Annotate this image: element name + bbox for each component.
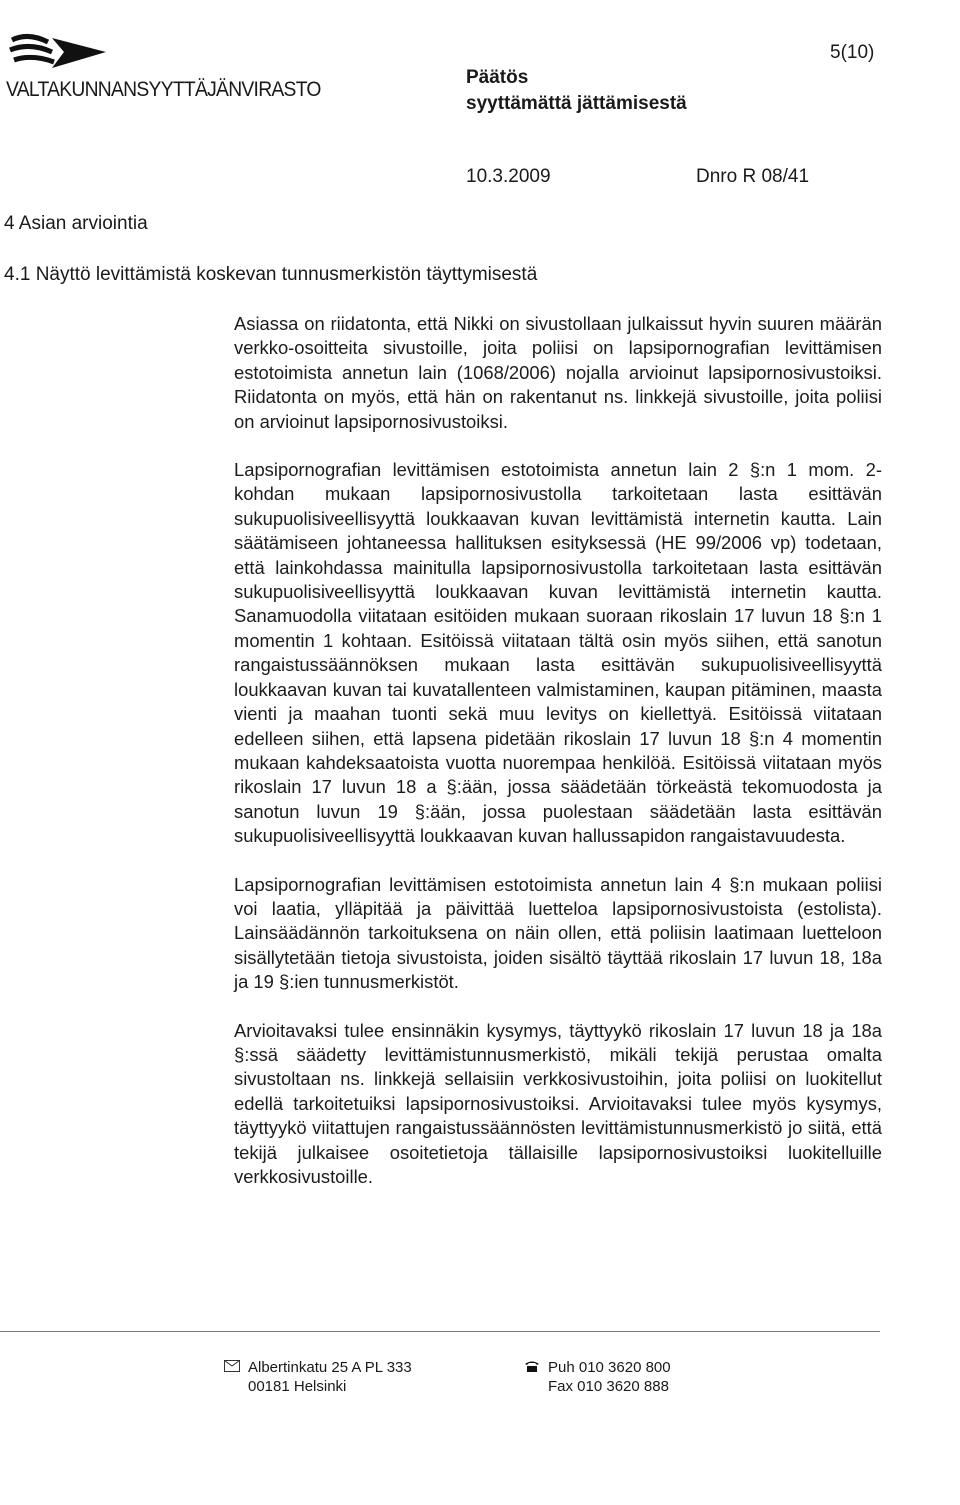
fax-number: Fax 010 3620 888 (548, 1378, 669, 1395)
document-subtype: syyttämättä jättämisestä (466, 93, 687, 114)
paragraph: Asiassa on riidatonta, että Nikki on sivustollaan julkaissut hyvin suuren määrän verkko-osoitteita sivustoille, joita poliisi on lapsipornografian levittämisen estotoimista annetun lain (1068/2006) nojalla arvioinut lapsipornosivustoiksi. Riidatonta on myös, että hän on rakentanut ns. linkkejä sivustoille, joita poliisi on arvioinut lapsipornosivustoiksi. (234, 313, 882, 432)
telephone-icon (524, 1358, 542, 1377)
document-type: Päätös (466, 67, 529, 88)
phone-number: Puh 010 3620 800 (548, 1359, 671, 1376)
org-logo-mark (8, 30, 108, 72)
document-reference: Dnro R 08/41 (696, 166, 810, 187)
document-date: 10.3.2009 (466, 166, 551, 187)
section-title: 4 Asian arviointia (4, 213, 148, 234)
org-name: VALTAKUNNANSYYTTÄJÄNVIRASTO (6, 78, 321, 101)
paragraph: Lapsipornografian levittämisen estotoimista annetun lain 4 §:n mukaan poliisi voi laatia, ylläpitää ja päivittää luetteloa lapsipornosivustoista (estolista). Lainsäädännön tarkoituksena on näin ollen, että poliisin laatimaan luetteloon sisällytetään tietoja sivustoista, joiden sisältö täyttää rikoslain 17 luvun 18, 18a ja 19 §:ien tunnusmerkistöt. (234, 873, 882, 993)
subsection-title: 4.1 Näyttö levittämistä koskevan tunnusmerkistön täyttymisestä (4, 264, 538, 285)
page-number: 5(10) (830, 42, 875, 63)
footer-address (224, 1358, 412, 1396)
address-line-2: 00181 Helsinki (248, 1378, 347, 1395)
mail-icon (224, 1358, 242, 1377)
paragraph: Lapsipornografian levittämisen estotoimista annetun lain 2 §:n 1 mom. 2-kohdan mukaan lapsipornosivustolla tarkoitetaan lasta esittävän sukupuolisiveellisyyttä loukkaavan kuvan levittämistä internetin kautta. Lain säätämiseen johtaneessa hallituksen esityksessä (HE 99/2006 vp) todetaan, että lainkohdassa mainitulla lapsipornosivustolla tarkoitetaan lasta esittävän sukupuolisiveellisyyttä loukkaavan kuvan levittämistä internetin kautta. Sanamuodolla viitataan esitöiden mukaan suoraan rikoslain 17 luvun 18 §:n 1 momentin 1 kohtaan. Esitöissä viitataan tältä osin myös siihen, että sanotun rangaistussäännöksen mukaan lasta esittävän sukupuolisiveellisyyttä loukkaavan kuvan tai kuvatallenteen valmistaminen, kaupan pitäminen, maasta vienti ja maahan tuonti sekä muu levitys on kiellettyä. Esitöissä viitataan edelleen siihen, että lapsena pidetään rikoslain 17 luvun 18 §:n 4 momentin mukaan kahdeksaatoista vuotta nuorempaa henkilöä. Esitöissä viitataan myös rikoslain 17 luvun 18 a §:ään, jossa säädetään törkeästä tekomuodosta ja sanotun luvun 19 §:ään, jossa puolestaan säädetään lasta esittävän sukupuolisiveellisyyttä loukkaavan kuvan hallussapidon rangaistavuudesta. (234, 459, 882, 847)
address-line-1: Albertinkatu 25 A PL 333 (248, 1359, 412, 1376)
paragraph: Arvioitavaksi tulee ensinnäkin kysymys, täyttyykö rikoslain 17 luvun 18 ja 18a §:ssä säädetty levittämistunnusmerkistö, mikäli tekijä perustaa omalta sivustoltaan ns. linkkejä sellaisiin verkkosivustoihin, joita poliisi on luokitellut edellä tarkoitetuiksi lapsipornosivustoiksi. Arvioitavaksi tulee myös kysymys, täyttyykö viitattujen rangaistussäännösten levittämistunnusmerkistö jo siitä, että tekijä julkaisee osoitetietoja tällaisille lapsipornosivustoiksi luokitelluille verkkosivustoille. (234, 1019, 882, 1187)
footer-divider (0, 1331, 880, 1332)
org-logo (6, 30, 336, 102)
footer-contact (524, 1358, 671, 1396)
body-text (234, 312, 882, 1213)
